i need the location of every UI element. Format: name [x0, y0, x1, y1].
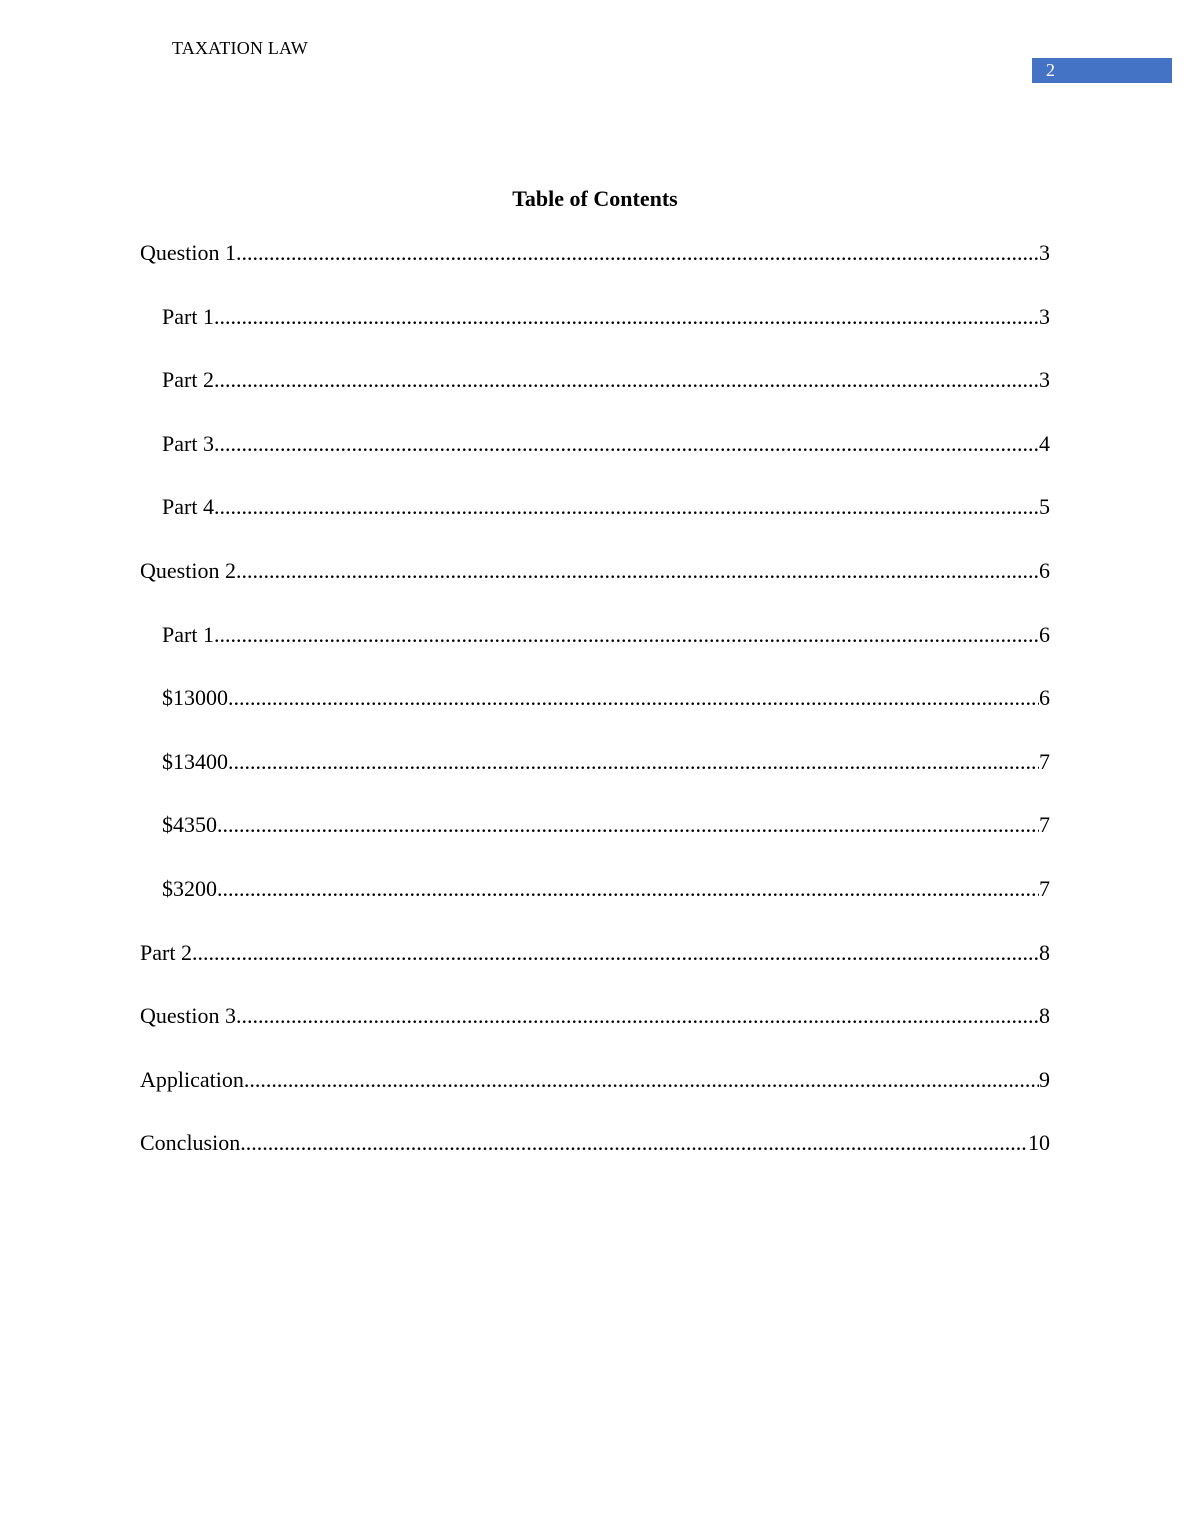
toc-entry-q1-part-4[interactable]	[140, 494, 1050, 558]
dot-leader	[236, 558, 1039, 584]
toc-entry-page: 8	[1039, 939, 1050, 965]
toc-entry-label: Conclusion	[140, 1130, 241, 1156]
dot-leader	[228, 685, 1039, 711]
toc-heading: Table of Contents	[512, 186, 678, 211]
dot-leader	[228, 749, 1039, 775]
toc-entry-13400[interactable]	[140, 749, 1050, 813]
toc-entry-page: 7	[1039, 748, 1050, 774]
toc-entry-page: 7	[1039, 812, 1050, 838]
table-of-contents	[140, 240, 1050, 1194]
toc-entry-q1-part-2[interactable]	[140, 367, 1050, 431]
toc-entry-question-2[interactable]	[140, 558, 1050, 622]
toc-entry-13000[interactable]	[140, 685, 1050, 749]
toc-entry-page: 7	[1039, 875, 1050, 901]
dot-leader	[217, 876, 1039, 902]
dot-leader	[240, 1130, 1028, 1156]
toc-entry-label: Question 1	[140, 240, 236, 265]
toc-entry-question-3[interactable]	[140, 1003, 1050, 1067]
dot-leader	[236, 240, 1039, 266]
toc-entry-label: Part 4	[162, 494, 214, 520]
toc-entry-q1-part-1[interactable]	[140, 304, 1050, 368]
running-header-title: TAXATION LAW	[172, 38, 308, 58]
toc-entry-page: 5	[1039, 494, 1050, 520]
dot-leader	[214, 431, 1039, 457]
toc-entry-page: 8	[1039, 1003, 1050, 1029]
toc-entry-page: 3	[1039, 367, 1050, 393]
toc-entry-label: $3200	[162, 875, 217, 901]
toc-entry-label: Question 2	[140, 557, 236, 583]
toc-entry-question-1[interactable]	[140, 240, 1050, 304]
toc-entry-page: 4	[1039, 430, 1050, 456]
toc-entry-label: Part 1	[162, 621, 214, 647]
page-number-badge	[1032, 58, 1172, 83]
dot-leader	[244, 1067, 1039, 1093]
toc-entry-page: 6	[1039, 557, 1050, 583]
toc-entry-page: 10	[1028, 1130, 1050, 1156]
dot-leader	[192, 940, 1039, 966]
toc-entry-label: $13000	[162, 685, 228, 711]
toc-entry-label: $4350	[162, 812, 217, 838]
dot-leader	[214, 304, 1039, 330]
toc-entry-page: 6	[1039, 685, 1050, 711]
toc-entry-label: Question 3	[140, 1003, 236, 1029]
toc-entry-q2-part-1[interactable]	[140, 622, 1050, 686]
toc-entry-page: 3	[1039, 303, 1050, 329]
page-number: 2	[1046, 60, 1055, 80]
dot-leader	[214, 367, 1039, 393]
toc-entry-3200[interactable]	[140, 876, 1050, 940]
toc-entry-q1-part-3[interactable]	[140, 431, 1050, 495]
toc-entry-label: Application	[140, 1066, 244, 1092]
toc-entry-label: Part 1	[162, 303, 214, 329]
toc-entry-4350[interactable]	[140, 812, 1050, 876]
dot-leader	[236, 1003, 1039, 1029]
toc-entry-application[interactable]	[140, 1067, 1050, 1131]
toc-entry-page: 3	[1039, 240, 1050, 265]
toc-entry-conclusion[interactable]	[140, 1130, 1050, 1194]
toc-entry-part-2[interactable]	[140, 940, 1050, 1004]
toc-entry-page: 9	[1039, 1066, 1050, 1092]
toc-entry-page: 6	[1039, 621, 1050, 647]
toc-entry-label: $13400	[162, 748, 228, 774]
dot-leader	[214, 494, 1039, 520]
toc-entry-label: Part 2	[162, 367, 214, 393]
toc-entry-label: Part 2	[140, 939, 192, 965]
toc-entry-label: Part 3	[162, 430, 214, 456]
dot-leader	[217, 812, 1039, 838]
dot-leader	[214, 622, 1039, 648]
